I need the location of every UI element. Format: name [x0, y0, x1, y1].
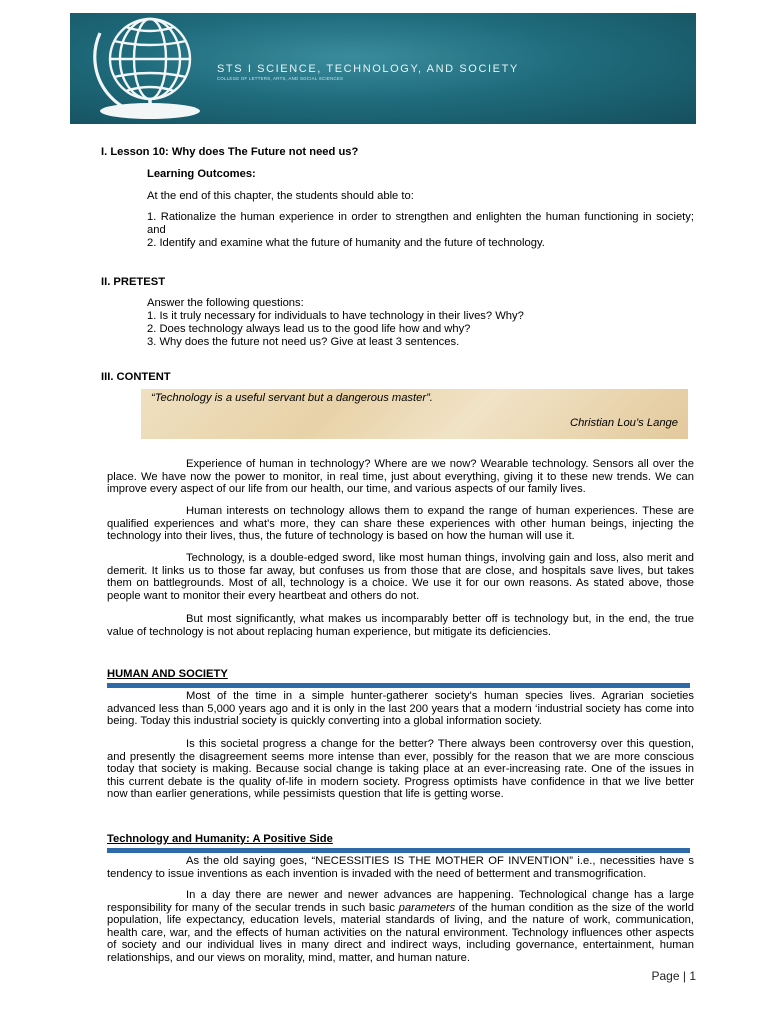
outcome-item-2: 2. Identify and examine what the future of humanity and the future of technology.	[147, 237, 545, 249]
content-paragraph-4: But most significantly, what makes us incomparably better off is technology but, in the end, the true value of technology is not about replacing human experience, but mitigate its deficiencies.	[107, 613, 694, 638]
header-title: STS I SCIENCE, TECHNOLOGY, AND SOCIETY	[217, 63, 519, 75]
page-separator: |	[682, 969, 686, 983]
human-society-paragraph-1: Most of the time in a simple hunter-gatherer society's human species lives. Agrarian societies advanced less than 5,000 years ago and it is only in the last 200 years that a modern ‘industrial society has come into being. Today this industrial society is quickly converting into a global information society.	[107, 690, 694, 728]
globe-icon	[78, 13, 218, 124]
pretest-question-2: 2. Does technology always lead us to the good life how and why?	[147, 323, 471, 335]
content-paragraph-3: Technology, is a double-edged sword, like most human things, involving gain and loss, also merit and demerit. It links us to those far away, but confuses us from those that are close, and hospitals save lives, but takes them on battlegrounds. Most of all, technology is a choice. We use it for our own reasons. As stated above, those people want to monitor their every heartbeat and others do not.	[107, 552, 694, 602]
human-society-heading: HUMAN AND SOCIETY	[107, 668, 228, 680]
quote-text: “Technology is a useful servant but a dangerous master”.	[151, 392, 433, 404]
page-label: Page	[651, 969, 680, 983]
content-paragraph-1: Experience of human in technology? Where are we now? Wearable technology. Sensors all over the place. We have now the power to monitor, in real time, just about everything, giving it to these new trends. We can improve every aspect of our life from our health, our time, and various aspects of our family lives.	[107, 458, 694, 496]
header-banner	[70, 13, 696, 124]
positive-side-heading: Technology and Humanity: A Positive Side	[107, 833, 333, 845]
section-rule	[107, 848, 690, 853]
pretest-question-1: 1. Is it truly necessary for individuals to have technology in their lives? Why?	[147, 310, 524, 322]
learning-outcomes-label: Learning Outcomes:	[147, 168, 256, 180]
content-paragraph-2: Human interests on technology allows them to expand the range of human experiences. These are qualified experiences and what's more, they can share these experiences with other human beings, injecting the technology into their lives, thus, the future of technology is based on how the human will use it.	[107, 505, 694, 543]
positive-side-paragraph-2	[107, 889, 694, 965]
outcome-item-1: 1. Rationalize the human experience in order to strengthen and enlighten the human functioning in society; and	[147, 211, 694, 236]
quote-box	[141, 389, 688, 439]
emphasized-word: parameters	[398, 901, 456, 914]
pretest-intro: Answer the following questions:	[147, 297, 304, 309]
positive-side-paragraph-1: As the old saying goes, “NECESSITIES IS THE MOTHER OF INVENTION” i.e., necessities have s tendency to issue inventions as each invention is invaded with the need of betterment and transmogrification.	[107, 855, 694, 880]
paragraph-text: of the human condition as the size of the world population, life expectancy, education levels, material standards of living, and the nature of work, communication, health care, war, and the effects of human activities on the natural environment. Technology influences other aspects of society and our individual lives in many direct and indirect ways, including governance, entertainment, human relationships, and our views on morality, mind, matter, and human nature.	[107, 901, 694, 964]
human-society-paragraph-2: Is this societal progress a change for the better? There always been controversy over this question, and presently the disagreement seems more intense than ever, possibly for the reason that we are more conscious today that society is making. Because social change is taking place at an ever-increasing rate. One of the issues in this current debate is the quality of-life in modern society. Progress optimists have confidence in that we live better now than earlier generations, while pessimists question that life is getting worse.	[107, 738, 694, 801]
content-heading: III. CONTENT	[101, 371, 171, 383]
lesson-heading: I. Lesson 10: Why does The Future not need us?	[101, 146, 359, 158]
quote-author: Christian Lou’s Lange	[569, 417, 678, 429]
page-number: 1	[689, 969, 696, 983]
page-footer	[651, 970, 696, 983]
outcomes-intro: At the end of this chapter, the students should able to:	[147, 190, 414, 202]
pretest-heading: II. PRETEST	[101, 276, 166, 288]
header-subtitle: COLLEGE OF LETTERS, ARTS, AND SOCIAL SCIENCES	[217, 76, 344, 81]
section-rule	[107, 683, 690, 688]
pretest-question-3: 3. Why does the future not need us? Give at least 3 sentences.	[147, 336, 460, 348]
paragraph-text: In a day there are newer and newer advances are happening. Technological change has a large responsibility for many of the secular trends in such basic	[107, 889, 694, 914]
